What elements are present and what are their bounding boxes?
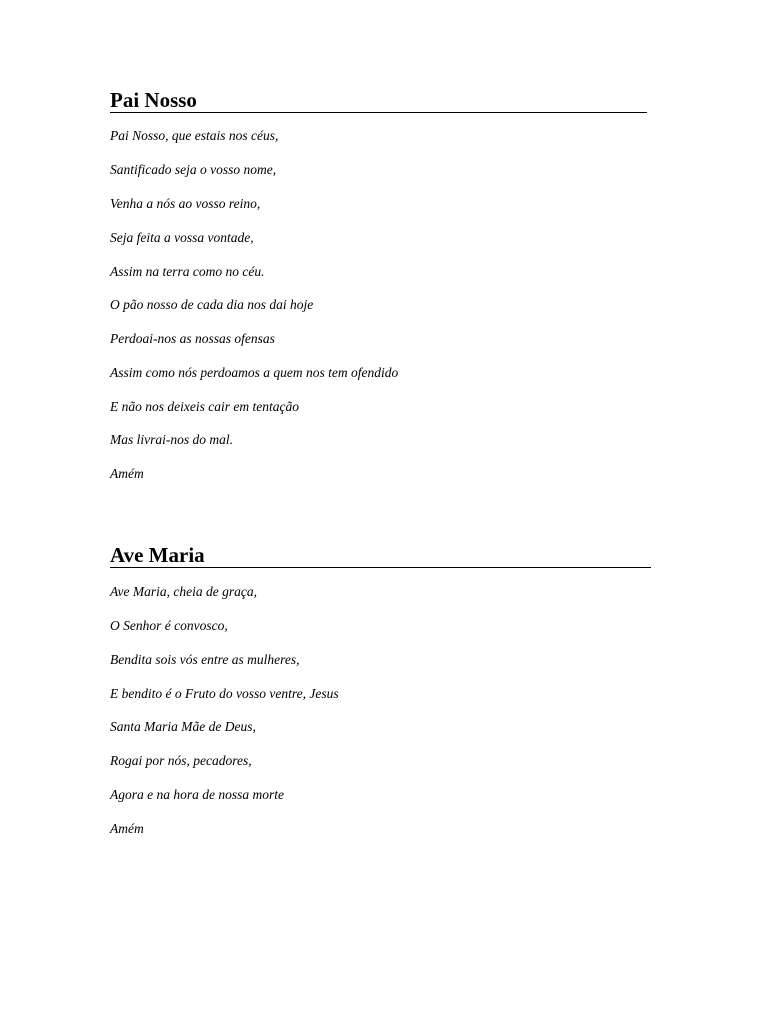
prayer-line: Amém [110, 821, 144, 836]
prayer-line: Amém [110, 466, 144, 481]
prayer-title: Pai Nosso [110, 88, 647, 113]
prayer-line: Agora e na hora de nossa morte [110, 787, 284, 802]
prayer-line: Mas livrai-nos do mal. [110, 432, 233, 447]
prayer-title: Ave Maria [110, 543, 651, 568]
prayer-line: Venha a nós ao vosso reino, [110, 196, 261, 211]
prayer-section-ave-maria [110, 543, 651, 836]
prayer-line: Assim na terra como no céu. [110, 264, 265, 279]
prayer-line: Santa Maria Mãe de Deus, [110, 719, 256, 734]
prayer-line: E bendito é o Fruto do vosso ventre, Jesus [110, 686, 339, 701]
prayer-line: Pai Nosso, que estais nos céus, [110, 128, 279, 143]
prayer-line: Santificado seja o vosso nome, [110, 162, 277, 177]
prayer-line: O Senhor é convosco, [110, 618, 228, 633]
prayer-line: Assim como nós perdoamos a quem nos tem ofendido [110, 365, 399, 380]
prayer-line: Rogai por nós, pecadores, [110, 753, 252, 768]
prayer-section-pai-nosso [110, 88, 647, 481]
prayer-line: Seja feita a vossa vontade, [110, 230, 254, 245]
prayer-line: Perdoai-nos as nossas ofensas [110, 331, 275, 346]
prayer-line: Ave Maria, cheia de graça, [110, 584, 257, 599]
prayer-line: O pão nosso de cada dia nos dai hoje [110, 297, 314, 312]
prayer-line: E não nos deixeis cair em tentação [110, 399, 299, 414]
prayer-line: Bendita sois vós entre as mulheres, [110, 652, 300, 667]
